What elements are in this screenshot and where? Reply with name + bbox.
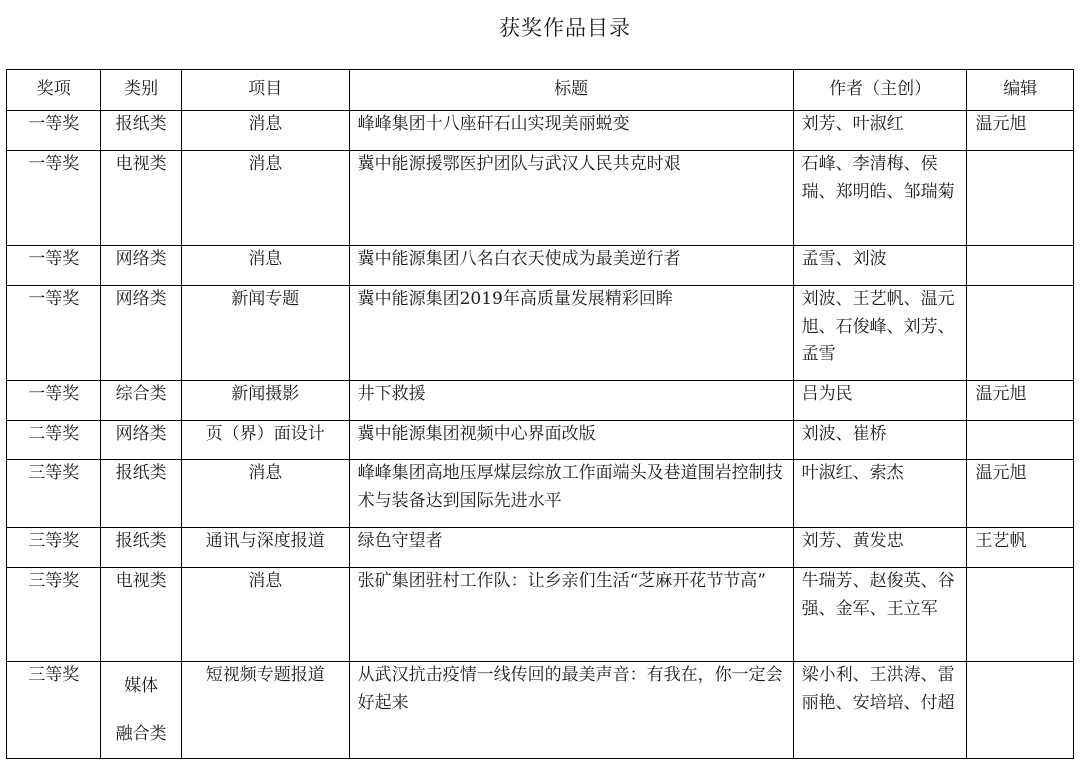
title-cell: 冀中能源集团八名白衣天使成为最美逆行者 (349, 246, 793, 286)
header-author: 作者（主创） (793, 70, 967, 111)
table-row (7, 568, 1074, 662)
item-cell: 消息 (181, 151, 349, 246)
award-cell: 一等奖 (7, 111, 101, 151)
award-cell: 三等奖 (7, 460, 101, 528)
author-cell: 刘芳、黄发忠 (793, 528, 967, 568)
item-cell: 新闻专题 (181, 286, 349, 381)
table-header-row (7, 70, 1074, 111)
title-cell: 冀中能源援鄂医护团队与武汉人民共克时艰 (349, 151, 793, 246)
award-cell: 二等奖 (7, 421, 101, 460)
category-cell: 报纸类 (101, 460, 181, 528)
table-row (7, 421, 1074, 460)
title-cell: 峰峰集团高地压厚煤层综放工作面端头及巷道围岩控制技术与装备达到国际先进水平 (349, 460, 793, 528)
header-title: 标题 (349, 70, 793, 111)
table-row (7, 246, 1074, 286)
category-cell (101, 662, 181, 759)
header-editor: 编辑 (967, 70, 1074, 111)
editor-cell (967, 286, 1074, 381)
author-cell: 刘波、崔桥 (793, 421, 967, 460)
editor-cell: 温元旭 (967, 111, 1074, 151)
author-cell: 牛瑞芳、赵俊英、谷强、金军、王立军 (793, 568, 967, 662)
category-cell: 网络类 (101, 421, 181, 460)
author-cell: 叶淑红、索杰 (793, 460, 967, 528)
editor-cell (967, 662, 1074, 759)
award-cell: 一等奖 (7, 286, 101, 381)
category-cell: 报纸类 (101, 111, 181, 151)
item-cell: 消息 (181, 460, 349, 528)
title-cell: 峰峰集团十八座矸石山实现美丽蜕变 (349, 111, 793, 151)
category-cell: 报纸类 (101, 528, 181, 568)
author-cell: 石峰、李清梅、侯瑞、郑明皓、邹瑞菊 (793, 151, 967, 246)
editor-cell (967, 246, 1074, 286)
table-row (7, 111, 1074, 151)
title-cell: 张矿集团驻村工作队：让乡亲们生活“芝麻开花节节高” (349, 568, 793, 662)
category-cell: 网络类 (101, 246, 181, 286)
category-line: 融合类 (115, 724, 167, 744)
title-cell: 冀中能源集团2019年高质量发展精彩回眸 (349, 286, 793, 381)
header-award: 奖项 (7, 70, 101, 111)
editor-cell: 温元旭 (967, 381, 1074, 421)
table-row (7, 286, 1074, 381)
document-title: 获奖作品目录 (499, 16, 631, 40)
title-cell: 绿色守望者 (349, 528, 793, 568)
awards-table (6, 69, 1074, 759)
editor-cell (967, 151, 1074, 246)
category-cell: 网络类 (101, 286, 181, 381)
header-item: 项目 (181, 70, 349, 111)
title-cell: 冀中能源集团视频中心界面改版 (349, 421, 793, 460)
category-cell: 综合类 (101, 381, 181, 421)
award-cell: 一等奖 (7, 381, 101, 421)
title-cell: 从武汉抗击疫情一线传回的最美声音：有我在，你一定会好起来 (349, 662, 793, 759)
author-cell: 吕为民 (793, 381, 967, 421)
header-category: 类别 (101, 70, 181, 111)
table-row (7, 662, 1074, 759)
title-cell: 井下救援 (349, 381, 793, 421)
author-cell: 刘波、王艺帆、温元旭、石俊峰、刘芳、孟雪 (793, 286, 967, 381)
table-row (7, 151, 1074, 246)
item-cell: 消息 (181, 568, 349, 662)
item-cell: 短视频专题报道 (181, 662, 349, 759)
table-row (7, 528, 1074, 568)
item-cell: 新闻摄影 (181, 381, 349, 421)
award-cell: 三等奖 (7, 662, 101, 759)
editor-cell (967, 421, 1074, 460)
category-cell: 电视类 (101, 568, 181, 662)
award-cell: 一等奖 (7, 151, 101, 246)
author-cell: 刘芳、叶淑红 (793, 111, 967, 151)
author-cell: 梁小利、王洪涛、雷丽艳、安培培、付超 (793, 662, 967, 759)
author-cell: 孟雪、刘波 (793, 246, 967, 286)
table-row (7, 460, 1074, 528)
editor-cell: 王艺帆 (967, 528, 1074, 568)
award-cell: 一等奖 (7, 246, 101, 286)
category-line: 媒体 (124, 676, 159, 696)
table-row (7, 381, 1074, 421)
item-cell: 通讯与深度报道 (181, 528, 349, 568)
category-cell: 电视类 (101, 151, 181, 246)
editor-cell (967, 568, 1074, 662)
item-cell: 消息 (181, 246, 349, 286)
editor-cell: 温元旭 (967, 460, 1074, 528)
award-cell: 三等奖 (7, 528, 101, 568)
item-cell: 消息 (181, 111, 349, 151)
award-cell: 三等奖 (7, 568, 101, 662)
item-cell: 页（界）面设计 (181, 421, 349, 460)
